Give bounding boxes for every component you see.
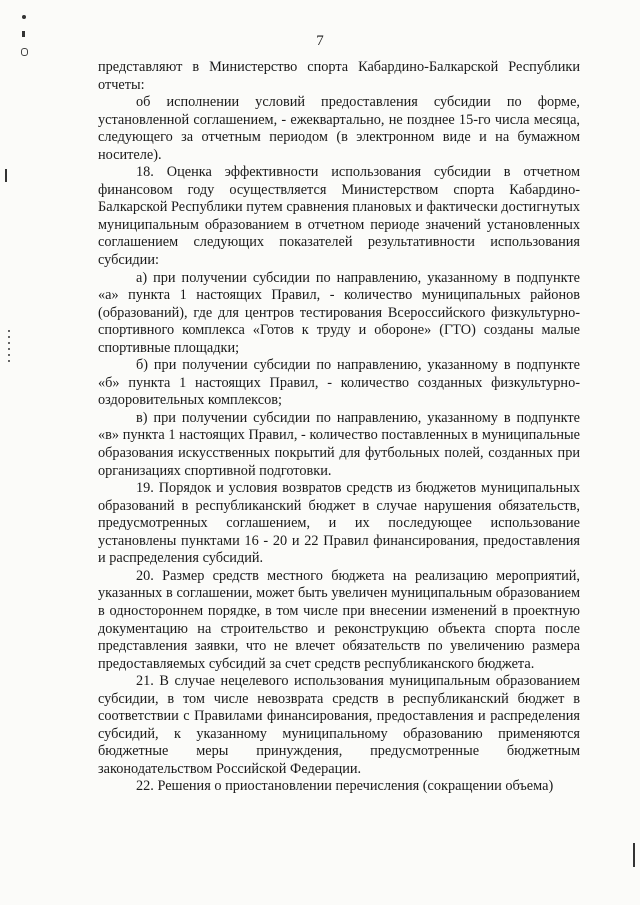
paragraph-18-b: б) при получении субсидии по направлению, указанному в подпункте «б» пункта 1 настоящих Правил, - количество созданных физкультурно-оздоровительных комплексов; <box>98 357 580 409</box>
scan-mark-left-bar <box>5 169 7 182</box>
paragraph-18-a: а) при получении субсидии по направлению, указанному в подпункте «а» пункта 1 настоящих Правил, - количество муниципальных районов (образований), где для центров тестирования Всероссийского физкультурно-спортивного комплекса «Готов к труду и обороне» (ГТО) созданы малые спортивные площадки; <box>98 269 580 356</box>
paragraph-continuation: представляют в Министерство спорта Кабардино-Балкарской Республики отчеты: <box>98 59 580 93</box>
paragraph-20: 20. Размер средств местного бюджета на реализацию мероприятий, указанных в соглашении, может быть увеличен муниципальным образованием в одностороннем порядке, в том числе при внесении изменений в проектную документацию на строительство и реконструкцию объекта спорта после представления заявки, что не влечет обязательств по увеличению размера предоставляемых субсидий за счет средств республиканского бюджета. <box>98 567 580 672</box>
paragraph-19: 19. Порядок и условия возвратов средств из бюджетов муниципальных образований в республиканский бюджет в случае нарушения обязательств, предусмотренных соглашением, и их последующее использование установлены пунктами 16 - 20 и 22 Правил финансирования, предоставления и распределения субсидий. <box>98 480 580 567</box>
page-number: 7 <box>316 33 324 49</box>
scan-mark-top-dot <box>22 15 26 19</box>
document-body <box>98 59 580 796</box>
paragraph-report-item: об исполнении условий предоставления субсидии по форме, установленной соглашением, - ежеквартально, не позднее 15-го числа месяца, следующего за отчетным периодом (в электронном виде и на бумажном носителе). <box>98 94 580 163</box>
scan-mark-left-dots <box>8 330 10 362</box>
scan-mark-right-bar <box>633 843 635 867</box>
paragraph-18: 18. Оценка эффективности использования субсидии в отчетном финансовом году осуществляется Министерством спорта Кабардино-Балкарской Республики путем сравнения плановых и фактически достигнутых муниципальным образованием в отчетном периоде значений установленных соглашением следующих показателей результативности использования субсидии: <box>98 164 580 269</box>
paragraph-18-c: в) при получении субсидии по направлению, указанному в подпункте «в» пункта 1 настоящих Правил, - количество поставленных в муниципальные образования искусственных покрытий для футбольных полей, созданных при организациях спортивной подготовки. <box>98 409 580 479</box>
paragraph-21: 21. В случае нецелевого использования муниципальным образованием субсидии, в том числе невозврата средств в республиканский бюджет в соответствии с Правилами финансирования, предоставления и распределения субсидий, к указанному муниципальному образованию применяются бюджетные меры принуждения, предусмотренные бюджетным законодательством Российской Федерации. <box>98 673 580 777</box>
paragraph-22: 22. Решения о приостановлении перечисления (сокращении объема) <box>136 778 554 795</box>
